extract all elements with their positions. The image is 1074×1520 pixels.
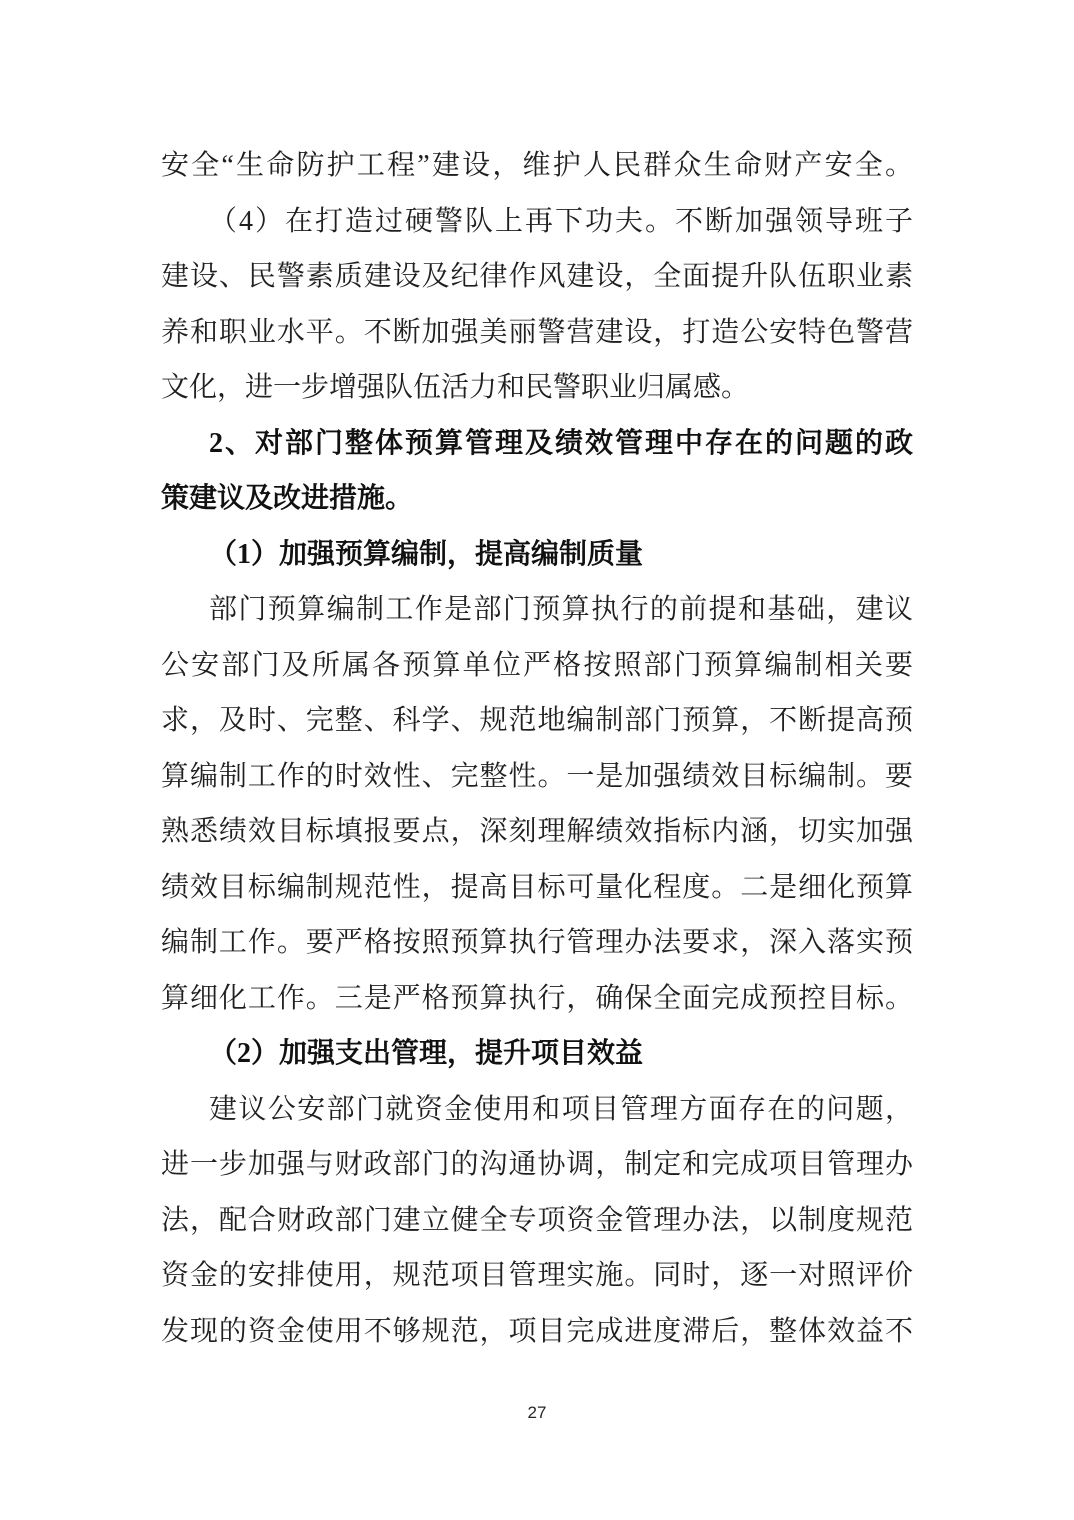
doc-line: 算编制工作的时效性、完整性。一是加强绩效目标编制。要 (161, 760, 913, 792)
doc-line: 文化，进一步增强队伍活力和民警职业归属感。 (161, 372, 750, 403)
doc-line: 绩效目标编制规范性，提高目标可量化程度。二是细化预算 (161, 871, 913, 903)
heading-line: （2）加强支出管理，提升项目效益 (209, 1038, 644, 1069)
doc-line: 法，配合财政部门建立健全专项资金管理办法，以制度规范 (161, 1204, 913, 1236)
doc-line: 求，及时、完整、科学、规范地编制部门预算，不断提高预 (161, 705, 913, 736)
doc-line: 建设、民警素质建设及纪律作风建设，全面提升队伍职业素 (161, 261, 913, 292)
doc-line: 算细化工作。三是严格预算执行，确保全面完成预控目标。 (161, 982, 913, 1014)
doc-line: 资金的安排使用，规范项目管理实施。同时，逐一对照评价 (161, 1260, 913, 1291)
doc-line: 发现的资金使用不够规范，项目完成进度滞后，整体效益不 (161, 1315, 913, 1347)
heading-line: 2、对部门整体预算管理及绩效管理中存在的问题的政 (209, 427, 913, 459)
doc-line: 进一步加强与财政部门的沟通协调，制定和完成项目管理办 (161, 1149, 913, 1180)
doc-line: 熟悉绩效目标填报要点，深刻理解绩效指标内涵，切实加强 (161, 816, 913, 847)
doc-line: 安全“生命防护工程”建设，维护人民群众生命财产安全。 (161, 150, 913, 181)
doc-line: 建议公安部门就资金使用和项目管理方面存在的问题， (209, 1093, 913, 1125)
doc-line: 公安部门及所属各预算单位严格按照部门预算编制相关要 (161, 649, 913, 681)
doc-line: （4）在打造过硬警队上再下功夫。不断加强领导班子 (209, 205, 913, 237)
page-number: 27 (527, 1403, 547, 1422)
doc-line: 部门预算编制工作是部门预算执行的前提和基础，建议 (209, 594, 913, 625)
doc-line: 养和职业水平。不断加强美丽警营建设，打造公安特色警营 (161, 316, 913, 348)
text-block (161, 138, 913, 1359)
heading-line: （1）加强预算编制，提高编制质量 (209, 538, 644, 570)
heading-line: 策建议及改进措施。 (161, 483, 414, 514)
doc-line: 编制工作。要严格按照预算执行管理办法要求，深入落实预 (161, 927, 913, 958)
